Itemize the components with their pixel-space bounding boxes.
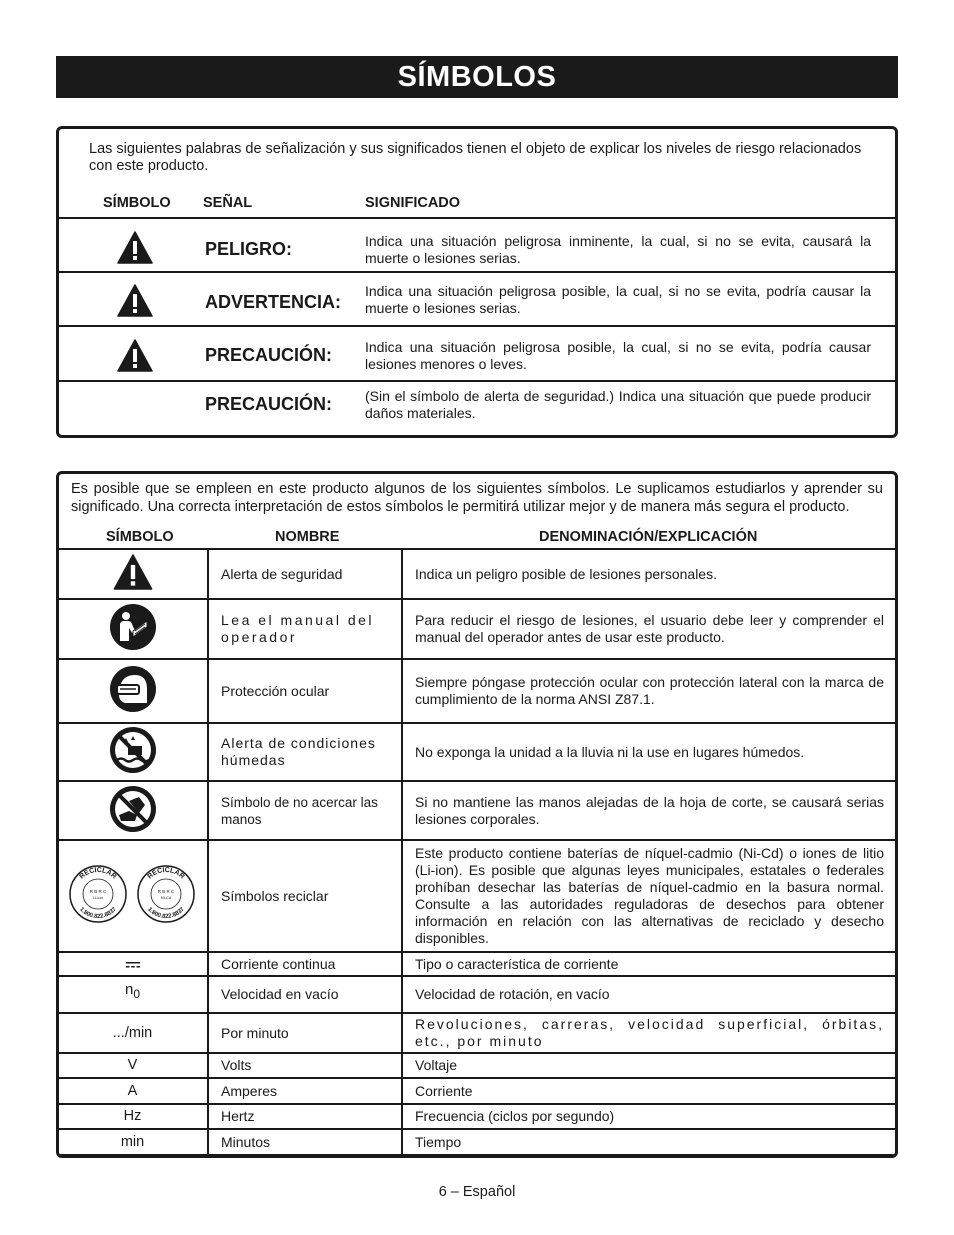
symbol-name: Símbolo de no acercar las manos bbox=[208, 781, 402, 840]
table-row bbox=[57, 549, 897, 599]
symbol-name: Protección ocular bbox=[208, 659, 402, 723]
eye-protection-icon bbox=[109, 665, 157, 713]
table-row bbox=[57, 659, 897, 723]
symbol-name: Volts bbox=[208, 1053, 402, 1078]
wet-conditions-icon bbox=[109, 726, 157, 774]
header-signal: SEÑAL bbox=[203, 195, 253, 211]
keep-hands-away-icon bbox=[109, 785, 157, 833]
header-meaning: SIGNIFICADO bbox=[365, 195, 461, 211]
table-row bbox=[57, 599, 897, 659]
header-symbol: SÍMBOLO bbox=[103, 195, 171, 211]
read-manual-icon bbox=[109, 603, 157, 651]
header-symbol: SÍMBOLO bbox=[106, 529, 174, 545]
signal-meaning: Indica una situación peligrosa posible, la cual, si no se evita, podría causar lesiones menores o leves. bbox=[365, 339, 871, 372]
symbol-explanation: Corriente bbox=[402, 1078, 897, 1104]
symbol-explanation: No exponga la unidad a la lluvia ni la use en lugares húmedos. bbox=[402, 723, 897, 781]
signal-row-precaucion bbox=[59, 325, 895, 379]
signal-word: PELIGRO: bbox=[205, 239, 293, 259]
page-footer: 6 – Español bbox=[438, 1184, 516, 1200]
svg-text:Ni-Cd: Ni-Cd bbox=[160, 895, 171, 900]
symbols-box bbox=[56, 471, 898, 1158]
signal-meaning: Indica una situación peligrosa posible, la cual, si no se evita, podría causar la muerte o lesiones serias. bbox=[365, 283, 871, 316]
signal-meaning: (Sin el símbolo de alerta de seguridad.) Indica una situación que puede producir daños materiales. bbox=[365, 388, 871, 421]
table-row bbox=[57, 1104, 897, 1129]
symbol-name: Velocidad en vacío bbox=[208, 976, 402, 1013]
symbol-explanation: Siempre póngase protección ocular con protección lateral con la marca de cumplimiento de la norma ANSI Z87.1. bbox=[402, 659, 897, 723]
symbol-name: Amperes bbox=[208, 1078, 402, 1104]
symbol-explanation: Si no mantiene las manos alejadas de la hoja de corte, se causará serias lesiones corporales. bbox=[402, 781, 897, 840]
symbol-name: Hertz bbox=[208, 1104, 402, 1129]
symbol-explanation: Este producto contiene baterías de níquel-cadmio (Ni-Cd) o iones de litio (Li-ion). Es posible que algunas leyes municipales, estatales o federales prohíban desechar las baterías de níquel-cadmio en la basura normal. Consulte a las autoridades reguladoras de desechos para obtener información en relación con las alternativas de reciclado y desecho disponibles. bbox=[402, 840, 897, 952]
svg-text:RECICLAR: RECICLAR bbox=[145, 866, 186, 881]
svg-text:R B R C: R B R C bbox=[157, 889, 174, 894]
signal-meaning: Indica una situación peligrosa inminente, la cual, si no se evita, causará la muerte o lesiones serias. bbox=[365, 233, 871, 266]
minutes-symbol: min bbox=[57, 1129, 208, 1155]
symbol-explanation: Tiempo bbox=[402, 1129, 897, 1155]
signal-word: PRECAUCIÓN: bbox=[205, 345, 333, 365]
signal-row-peligro bbox=[59, 217, 895, 271]
direct-current-icon bbox=[125, 959, 141, 969]
signal-word: ADVERTENCIA: bbox=[205, 292, 342, 312]
symbol-explanation: Frecuencia (ciclos por segundo) bbox=[402, 1104, 897, 1129]
symbol-explanation: Velocidad de rotación, en vacío bbox=[402, 976, 897, 1013]
svg-text:Li-ion: Li-ion bbox=[92, 895, 103, 900]
svg-text:R B R C: R B R C bbox=[89, 889, 106, 894]
svg-text:1.800.822.8837: 1.800.822.8837 bbox=[145, 906, 186, 921]
amperes-symbol: A bbox=[57, 1078, 208, 1104]
header-name: NOMBRE bbox=[275, 529, 340, 545]
symbol-name: Por minuto bbox=[208, 1013, 402, 1053]
table-row bbox=[57, 781, 897, 840]
table-row bbox=[57, 723, 897, 781]
symbol-explanation: Voltaje bbox=[402, 1053, 897, 1078]
header-explanation: DENOMINACIÓN/EXPLICACIÓN bbox=[539, 529, 758, 545]
signal-row-advertencia bbox=[59, 271, 895, 323]
table-row bbox=[57, 1013, 897, 1053]
symbol-explanation: Indica un peligro posible de lesiones personales. bbox=[402, 549, 897, 599]
page-title: SÍMBOLOS bbox=[56, 56, 898, 98]
safety-alert-icon bbox=[113, 554, 153, 590]
symbol-name: Lea el manual del operador bbox=[221, 612, 375, 645]
symbols-table bbox=[56, 548, 898, 1156]
signal-words-intro: Las siguientes palabras de señalización y sus significados tienen el objeto de explicar los niveles de riesgo relacionados con este producto. bbox=[89, 141, 862, 174]
table-row bbox=[57, 1129, 897, 1155]
svg-text:1.800.822.8837: 1.800.822.8837 bbox=[77, 906, 118, 921]
symbol-explanation: Para reducir el riesgo de lesiones, el usuario debe leer y comprender el manual del operador antes de usar este producto. bbox=[402, 599, 897, 659]
svg-text:RECICLAR: RECICLAR bbox=[77, 866, 118, 881]
signal-words-box bbox=[56, 126, 898, 438]
safety-alert-icon bbox=[117, 339, 153, 372]
symbol-name: Corriente continua bbox=[208, 952, 402, 976]
signal-row-precaucion-no-symbol bbox=[59, 380, 895, 438]
signal-word: PRECAUCIÓN: bbox=[205, 394, 333, 414]
recycle-seal-li-ion bbox=[70, 866, 126, 922]
table-row bbox=[57, 952, 897, 976]
per-minute-symbol: .../min bbox=[57, 1013, 208, 1053]
table-row bbox=[57, 840, 897, 952]
table-row bbox=[57, 1053, 897, 1078]
safety-alert-icon bbox=[117, 231, 153, 264]
no-load-speed-symbol: n bbox=[124, 981, 134, 998]
symbol-name: Alerta de seguridad bbox=[208, 549, 402, 599]
table-row bbox=[57, 1078, 897, 1104]
symbols-intro: Es posible que se empleen en este producto algunos de los siguientes símbolos. Le suplicamos estudiarlos y aprender su significado. Una correcta interpretación de estos símbolos le permitirá utilizar mejor y de manera más segura el producto. bbox=[71, 481, 883, 515]
symbol-explanation: Tipo o característica de corriente bbox=[402, 952, 897, 976]
symbol-explanation: Revoluciones, carreras, velocidad superficial, órbitas, etc., por minuto bbox=[415, 1016, 884, 1049]
symbol-name: Alerta de condiciones húmedas bbox=[221, 735, 376, 768]
safety-alert-icon bbox=[117, 284, 153, 317]
hertz-symbol: Hz bbox=[57, 1104, 208, 1129]
volts-symbol: V bbox=[57, 1053, 208, 1078]
recycle-seals-icon bbox=[68, 864, 198, 924]
symbol-name: Símbolos reciclar bbox=[208, 840, 402, 952]
table-row: $n_0$ Velocidad en vacío Velocidad de rotación, en vacío bbox=[57, 976, 897, 1013]
recycle-seal-ni-cd bbox=[138, 866, 194, 922]
symbol-name: Minutos bbox=[208, 1129, 402, 1155]
